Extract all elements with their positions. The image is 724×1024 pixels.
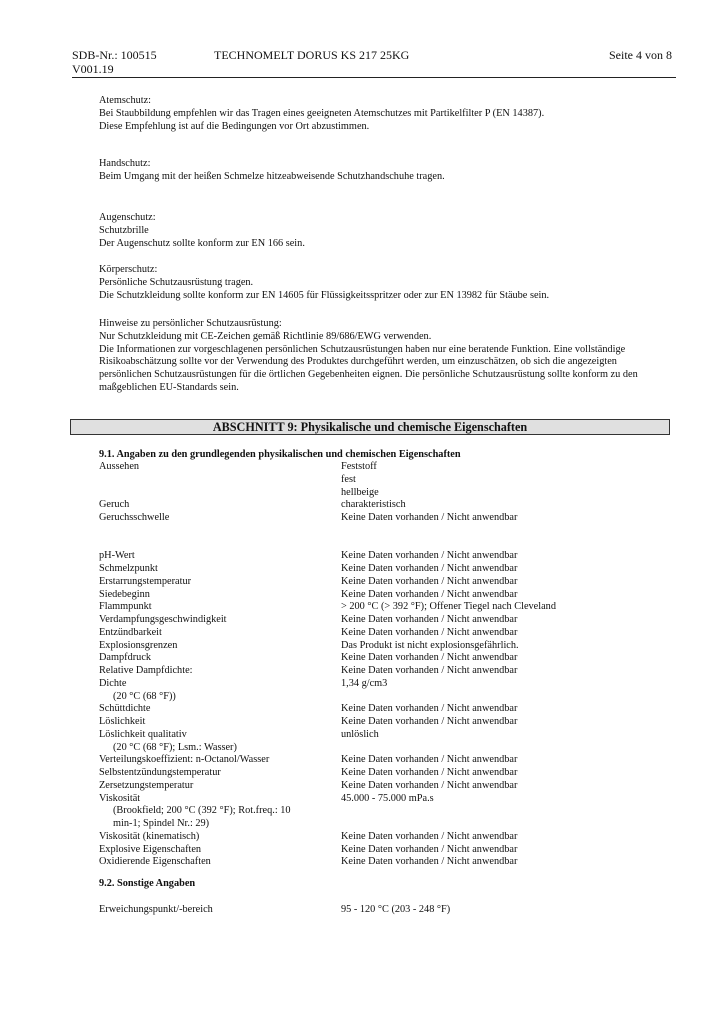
property-label: Selbstentzündungstemperatur [99, 767, 221, 778]
loeslichkeit-q-note: (20 °C (68 °F); Lsm.: Wasser) [113, 741, 237, 753]
version-number: V001.19 [72, 62, 114, 76]
koerperschutz-line-2: Die Schutzkleidung sollte konform zur EN 14605 für Flüssigkeitsspritzer oder zur EN 13982 für Stäube sein. [99, 289, 550, 301]
property-label: Relative Dampfdichte: [99, 665, 193, 676]
property-label: Geruch [99, 499, 130, 511]
property-row-erweichungspunkt [99, 904, 679, 917]
property-value: Keine Daten vorhanden / Nicht anwendbar [341, 614, 518, 625]
handschutz-title: Handschutz: [99, 158, 151, 169]
hinweise-block [99, 318, 669, 395]
property-value: Feststoff [341, 461, 377, 472]
property-value: Das Produkt ist nicht explosionsgefährlich. [341, 639, 519, 651]
property-value: Keine Daten vorhanden / Nicht anwendbar [341, 588, 518, 600]
property-label: Löslichkeit [99, 716, 146, 727]
augenschutz-line-1: Schutzbrille [99, 224, 149, 236]
properties-table [99, 461, 679, 869]
atemschutz-line-1: Bei Staubbildung empfehlen wir das Tragen eines geeigneten Atemschutzes mit Partikelfilter P (EN 14387). [99, 107, 545, 119]
other-properties-table [99, 904, 679, 917]
property-value: Keine Daten vorhanden / Nicht anwendbar [341, 512, 518, 523]
property-row-aussehen-2 [99, 474, 679, 487]
property-row-schuettdichte [99, 703, 679, 716]
property-label: Viskosität (kinematisch) [99, 830, 200, 842]
property-value: Keine Daten vorhanden / Nicht anwendbar [341, 767, 518, 778]
property-row-dampfdichte [99, 665, 679, 678]
property-value: Keine Daten vorhanden / Nicht anwendbar [341, 716, 518, 727]
property-value: Keine Daten vorhanden / Nicht anwendbar [341, 843, 518, 855]
property-row-aussehen-3 [99, 487, 679, 500]
property-row-aussehen [99, 461, 679, 474]
koerperschutz-block [99, 264, 669, 302]
sdb-number: SDB-Nr.: 100515 [72, 48, 157, 62]
property-row-geruch [99, 499, 679, 512]
product-name: TECHNOMELT DORUS KS 217 25KG [214, 48, 410, 62]
property-row-oxidierende [99, 856, 679, 869]
hinweise-title: Hinweise zu persönlicher Schutzausrüstung: [99, 318, 282, 329]
subsection-9-2-heading: 9.2. Sonstige Angaben [99, 878, 196, 889]
augenschutz-title: Augenschutz: [99, 212, 156, 223]
section-9-heading: ABSCHNITT 9: Physikalische und chemische Eigenschaften [70, 419, 670, 435]
property-label [99, 793, 339, 831]
property-row-selbstentzuendung [99, 767, 679, 780]
property-row-explosionsgrenzen [99, 640, 679, 653]
property-label: Schüttdichte [99, 703, 151, 715]
document-id [72, 48, 157, 76]
atemschutz-line-2: Diese Empfehlung ist auf die Bedingungen vor Ort abzustimmen. [99, 120, 370, 132]
property-value: Keine Daten vorhanden / Nicht anwendbar [341, 754, 518, 766]
property-label: Aussehen [99, 461, 140, 472]
property-label: Erstarrungstemperatur [99, 575, 192, 587]
property-label: Verdampfungsgeschwindigkeit [99, 614, 227, 625]
property-label: Flammpunkt [99, 601, 152, 613]
augenschutz-block [99, 212, 669, 250]
atemschutz-title: Atemschutz: [99, 95, 152, 106]
property-label: Explosionsgrenzen [99, 639, 178, 651]
atemschutz-block [99, 95, 669, 133]
augenschutz-line-2: Der Augenschutz sollte konform zur EN 166 sein. [99, 237, 305, 249]
property-value: Keine Daten vorhanden / Nicht anwendbar [341, 626, 518, 638]
property-row-viskositaet [99, 793, 679, 831]
property-label [99, 678, 334, 704]
handschutz-line-1: Beim Umgang mit der heißen Schmelze hitzeabweisende Schutzhandschuhe tragen. [99, 170, 445, 182]
property-label: Schmelzpunkt [99, 563, 158, 574]
property-row-loeslichkeit-qualitativ [99, 729, 679, 755]
property-value: Keine Daten vorhanden / Nicht anwendbar [341, 575, 518, 587]
dichte-note: (20 °C (68 °F)) [113, 690, 176, 702]
property-value: Keine Daten vorhanden / Nicht anwendbar [341, 703, 518, 715]
property-row-zersetzung [99, 780, 679, 793]
property-value: fest [341, 473, 356, 485]
hinweise-line-1: Nur Schutzkleidung mit CE-Zeichen gemäß Richtlinie 89/686/EWG verwenden. [99, 330, 432, 342]
viskositaet-note-2: min-1; Spindel Nr.: 29) [113, 818, 210, 829]
property-label: Erweichungspunkt/-bereich [99, 904, 213, 915]
hinweise-paragraph: Die Informationen zur vorgeschlagenen persönlichen Schutzausrüstungen haben nur eine beratende Funktion. Eine vollständige Risikoabschätzung sollte vor der Verwendung des Produktes durchgeführt werden, um einzuschätzen, ob sich die angezeigten persönlichen Schutzausrüstungen für die örtlichen Gegebenheiten eignen. Die persönliche Schutzausrüstung sollte konform zu den maßgeblichen EU-Standards sein. [99, 343, 638, 393]
property-label [99, 729, 334, 755]
property-value: 1,34 g/cm3 [341, 677, 388, 689]
property-value: Keine Daten vorhanden / Nicht anwendbar [341, 563, 518, 574]
property-row-viskositaet-kinematisch [99, 831, 679, 844]
property-row-verteilungskoeffizient [99, 754, 679, 767]
property-value: Keine Daten vorhanden / Nicht anwendbar [341, 550, 518, 562]
property-row-dichte [99, 678, 679, 704]
property-row-geruchsschwelle [99, 512, 679, 525]
property-label: Entzündbarkeit [99, 626, 162, 638]
koerperschutz-title: Körperschutz: [99, 264, 158, 275]
property-value: > 200 °C (> 392 °F); Offener Tiegel nach Cleveland [341, 601, 556, 613]
property-value: Keine Daten vorhanden / Nicht anwendbar [341, 652, 518, 664]
property-value: charakteristisch [341, 499, 406, 511]
property-row-ph [99, 550, 679, 563]
dichte-label: Dichte [99, 677, 127, 689]
property-value: Keine Daten vorhanden / Nicht anwendbar [341, 779, 518, 791]
property-label: pH-Wert [99, 550, 135, 562]
property-label: Siedebeginn [99, 588, 150, 600]
property-value: 45.000 - 75.000 mPa.s [341, 792, 434, 804]
handschutz-block [99, 158, 669, 184]
viskositaet-label: Viskosität [99, 792, 141, 804]
property-value: Keine Daten vorhanden / Nicht anwendbar [341, 856, 518, 868]
property-label: Dampfdruck [99, 652, 152, 664]
property-label: Explosive Eigenschaften [99, 843, 202, 855]
property-row-dampfdruck [99, 652, 679, 665]
loeslichkeit-q-label: Löslichkeit qualitativ [99, 728, 187, 740]
property-label: Verteilungskoeffizient: n-Octanol/Wasser [99, 754, 270, 766]
property-row-schmelzpunkt [99, 563, 679, 576]
property-value: 95 - 120 °C (203 - 248 °F) [341, 904, 451, 915]
property-label: Oxidierende Eigenschaften [99, 856, 211, 868]
property-value: Keine Daten vorhanden / Nicht anwendbar [341, 665, 518, 676]
table-spacer [99, 525, 679, 551]
property-label: Zersetzungstemperatur [99, 779, 194, 791]
subsection-9-1-heading: 9.1. Angaben zu den grundlegenden physikalischen und chemischen Eigenschaften [99, 449, 461, 460]
property-row-erstarrung [99, 576, 679, 589]
property-value: hellbeige [341, 486, 379, 498]
property-value: unlöslich [341, 728, 379, 740]
property-row-explosive [99, 844, 679, 857]
property-row-entzuendbarkeit [99, 627, 679, 640]
header-divider [72, 77, 676, 78]
property-row-loeslichkeit [99, 716, 679, 729]
koerperschutz-line-1: Persönliche Schutzausrüstung tragen. [99, 276, 254, 288]
property-row-verdampfung [99, 614, 679, 627]
page-header [72, 48, 676, 80]
property-row-flammpunkt [99, 601, 679, 614]
property-label: Geruchsschwelle [99, 512, 170, 523]
property-row-siedebeginn [99, 589, 679, 602]
property-value: Keine Daten vorhanden / Nicht anwendbar [341, 830, 518, 842]
page-number: Seite 4 von 8 [609, 48, 672, 62]
viskositaet-note-1: (Brookfield; 200 °C (392 °F); Rot.freq.: 10 [113, 805, 291, 817]
